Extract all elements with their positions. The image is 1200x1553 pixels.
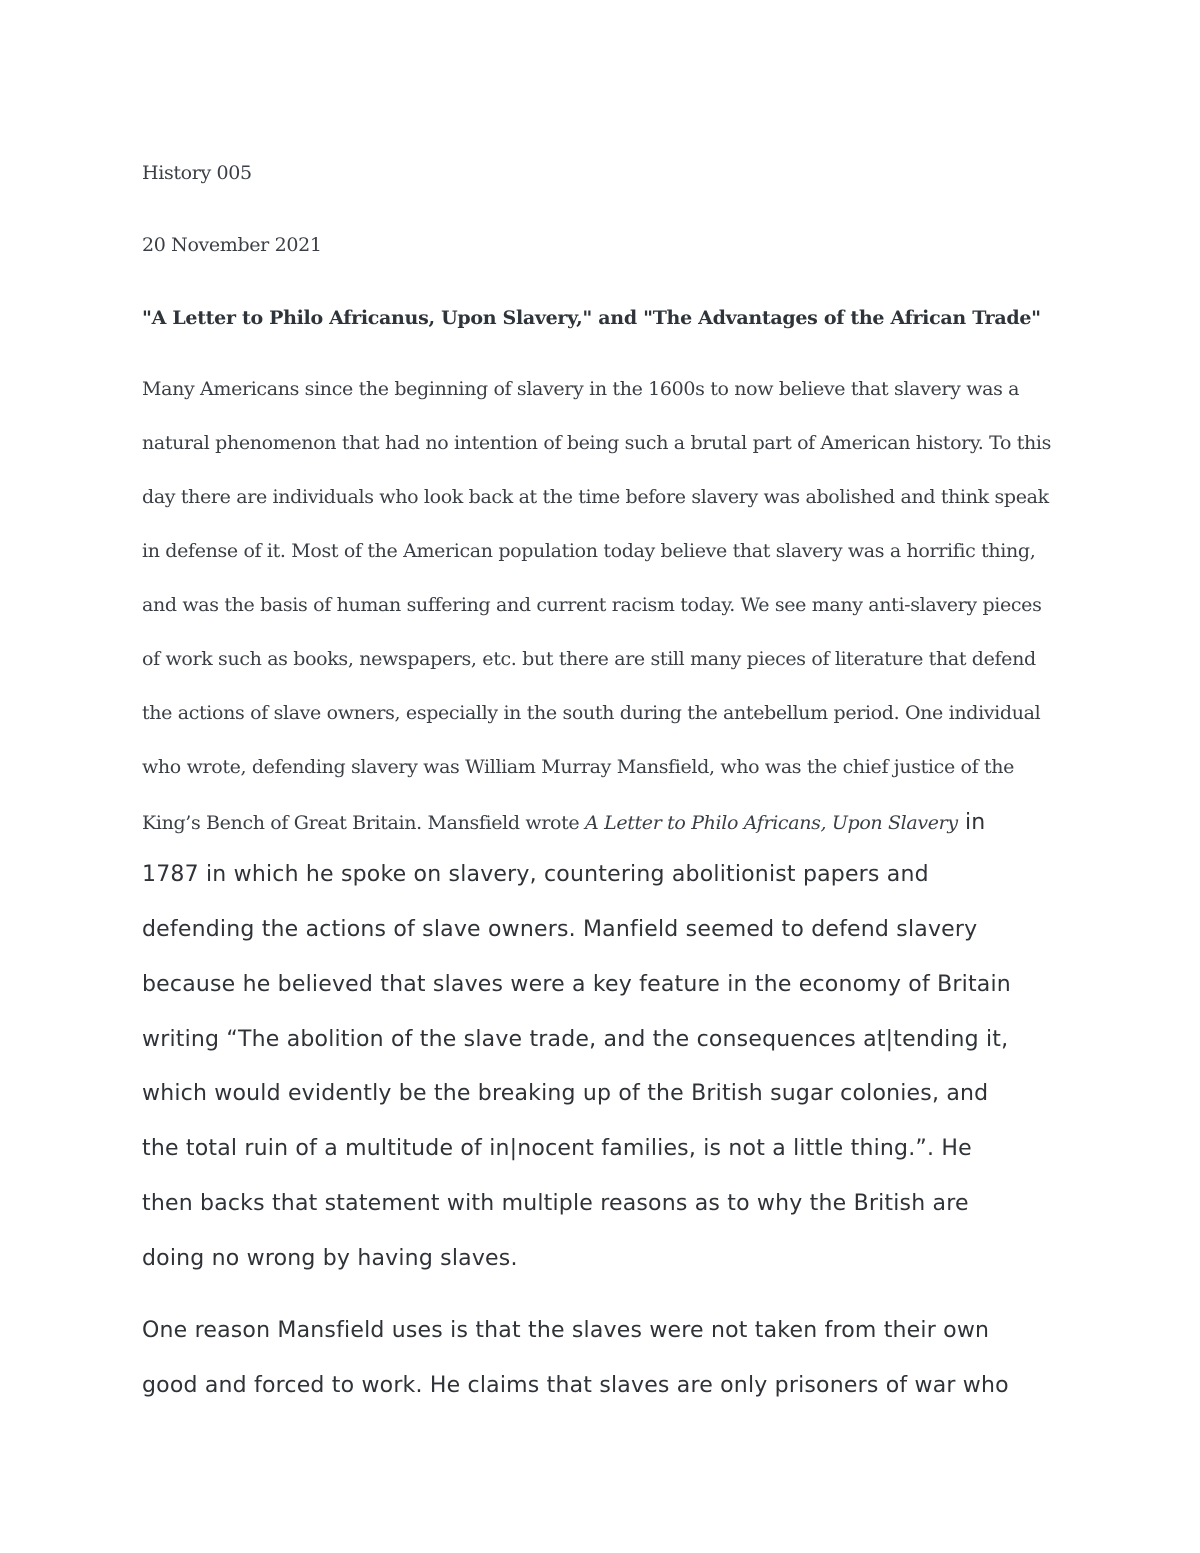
body-line: in defense of it. Most of the American population today believe that slavery was a horrific thing, [142, 540, 1036, 562]
body-line: day there are individuals who look back at the time before slavery was abolished and think speak [142, 486, 1049, 508]
body-line: then backs that statement with multiple reasons as to why the British are [142, 1191, 969, 1216]
body-line: 1787 in which he spoke on slavery, countering abolitionist papers and [142, 862, 929, 887]
course-line: History 005 [142, 162, 252, 184]
body-line: good and forced to work. He claims that slaves are only prisoners of war who [142, 1373, 1009, 1398]
body-line: which would evidently be the breaking up of the British sugar colonies, and [142, 1081, 989, 1106]
essay-title: "A Letter to Philo Africanus, Upon Slavery," and "The Advantages of the African Trade" [142, 307, 1041, 329]
body-line-mixed [142, 810, 985, 835]
body-line: Many Americans since the beginning of slavery in the 1600s to now believe that slavery was a [142, 378, 1020, 400]
body-line: because he believed that slaves were a key feature in the economy of Britain [142, 972, 1011, 997]
body-text: in [957, 810, 986, 835]
date-line: 20 November 2021 [142, 234, 322, 256]
body-line: One reason Mansfield uses is that the slaves were not taken from their own [142, 1318, 990, 1343]
body-line: who wrote, defending slavery was William Murray Mansfield, who was the chief justice of the [142, 756, 1015, 778]
work-title-italic: A Letter to Philo Africans, Upon Slavery [585, 812, 958, 834]
body-line: doing no wrong by having slaves. [142, 1246, 518, 1271]
body-line: natural phenomenon that had no intention of being such a brutal part of American history. To this [142, 432, 1052, 454]
body-line: writing “The abolition of the slave trade, and the consequences at|tending it, [142, 1027, 1009, 1052]
body-line: the actions of slave owners, especially in the south during the antebellum period. One individual [142, 702, 1041, 724]
body-line: defending the actions of slave owners. Manfield seemed to defend slavery [142, 917, 978, 942]
body-line: the total ruin of a multitude of in|nocent families, is not a little thing.”. He [142, 1136, 972, 1161]
body-text: King’s Bench of Great Britain. Mansfield wrote [142, 812, 586, 834]
body-line: of work such as books, newspapers, etc. but there are still many pieces of literature that defend [142, 648, 1036, 670]
body-line: and was the basis of human suffering and current racism today. We see many anti-slavery pieces [142, 594, 1042, 616]
